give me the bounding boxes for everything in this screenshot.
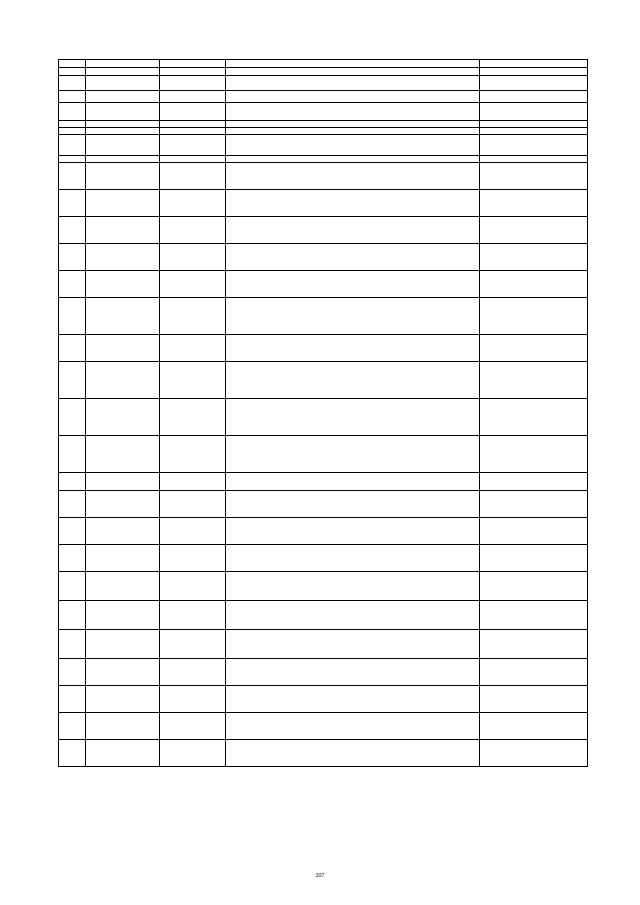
page-number: 207: [315, 873, 325, 879]
district-cell: [160, 518, 226, 545]
cadastral-value-cell: [480, 518, 588, 545]
cadastral-value-cell: [480, 217, 588, 244]
cadastral-value-cell: [480, 436, 588, 473]
cadastral-value-cell: [480, 244, 588, 271]
cadastral-table: [58, 59, 588, 767]
row-number-cell: [59, 659, 86, 686]
location-cell: [226, 545, 480, 572]
district-cell: [160, 244, 226, 271]
cadastral-value-cell: [480, 76, 588, 91]
district-cell: [160, 362, 226, 399]
cadastral-number-cell: [86, 135, 160, 156]
table-row: [59, 271, 588, 298]
district-cell: [160, 630, 226, 659]
row-number-cell: [59, 601, 86, 630]
district-cell: [160, 163, 226, 190]
row-number-cell: [59, 545, 86, 572]
district-cell: [160, 217, 226, 244]
header-location: [226, 60, 480, 68]
location-cell: [226, 713, 480, 740]
district-cell: [160, 103, 226, 121]
location-cell: [226, 91, 480, 103]
location-cell: [226, 76, 480, 91]
district-cell: [160, 128, 226, 135]
row-number-cell: [59, 135, 86, 156]
district-cell: [160, 491, 226, 518]
column-index-1: [59, 68, 86, 76]
row-number-cell: [59, 217, 86, 244]
location-cell: [226, 128, 480, 135]
row-number-cell: [59, 436, 86, 473]
row-number-cell: [59, 740, 86, 767]
row-number-cell: [59, 630, 86, 659]
cadastral-value-cell: [480, 121, 588, 128]
district-cell: [160, 436, 226, 473]
row-number-cell: [59, 686, 86, 713]
location-cell: [226, 491, 480, 518]
row-number-cell: [59, 190, 86, 217]
cadastral-number-cell: [86, 686, 160, 713]
district-cell: [160, 659, 226, 686]
table-row: [59, 362, 588, 399]
cadastral-value-cell: [480, 713, 588, 740]
location-cell: [226, 135, 480, 156]
location-cell: [226, 572, 480, 601]
cadastral-number-cell: [86, 298, 160, 335]
cadastral-number-cell: [86, 399, 160, 436]
table-row: [59, 473, 588, 491]
location-cell: [226, 362, 480, 399]
table-row: [59, 399, 588, 436]
cadastral-number-cell: [86, 217, 160, 244]
cadastral-value-cell: [480, 740, 588, 767]
header-cadastral-value: [480, 60, 588, 68]
cadastral-number-cell: [86, 601, 160, 630]
table-row: [59, 436, 588, 473]
table-row: [59, 190, 588, 217]
column-index-5: [480, 68, 588, 76]
cadastral-number-cell: [86, 121, 160, 128]
cadastral-number-cell: [86, 128, 160, 135]
table-row: [59, 335, 588, 362]
cadastral-number-cell: [86, 545, 160, 572]
row-number-cell: [59, 491, 86, 518]
row-number-cell: [59, 121, 86, 128]
district-cell: [160, 399, 226, 436]
district-cell: [160, 298, 226, 335]
cadastral-number-cell: [86, 713, 160, 740]
district-cell: [160, 686, 226, 713]
cadastral-value-cell: [480, 659, 588, 686]
row-number-cell: [59, 91, 86, 103]
row-number-cell: [59, 473, 86, 491]
cadastral-value-cell: [480, 271, 588, 298]
cadastral-value-cell: [480, 163, 588, 190]
row-number-cell: [59, 163, 86, 190]
location-cell: [226, 103, 480, 121]
district-cell: [160, 156, 226, 163]
location-cell: [226, 436, 480, 473]
table-row: [59, 572, 588, 601]
location-cell: [226, 518, 480, 545]
table-row: [59, 518, 588, 545]
column-index-4: [226, 68, 480, 76]
cadastral-number-cell: [86, 76, 160, 91]
table-row: [59, 135, 588, 156]
table-row: [59, 545, 588, 572]
row-number-cell: [59, 156, 86, 163]
cadastral-number-cell: [86, 740, 160, 767]
table-row: [59, 163, 588, 190]
cadastral-value-cell: [480, 572, 588, 601]
row-number-cell: [59, 518, 86, 545]
header-number: [59, 60, 86, 68]
column-index-row: [59, 68, 588, 76]
district-cell: [160, 601, 226, 630]
location-cell: [226, 271, 480, 298]
column-index-2: [86, 68, 160, 76]
location-cell: [226, 121, 480, 128]
table-row: [59, 659, 588, 686]
cadastral-number-cell: [86, 244, 160, 271]
location-cell: [226, 686, 480, 713]
district-cell: [160, 271, 226, 298]
cadastral-number-cell: [86, 91, 160, 103]
cadastral-number-cell: [86, 572, 160, 601]
cadastral-number-cell: [86, 271, 160, 298]
cadastral-value-cell: [480, 362, 588, 399]
cadastral-value-cell: [480, 91, 588, 103]
location-cell: [226, 217, 480, 244]
cadastral-value-cell: [480, 156, 588, 163]
location-cell: [226, 244, 480, 271]
cadastral-value-cell: [480, 298, 588, 335]
table-row: [59, 244, 588, 271]
cadastral-number-cell: [86, 473, 160, 491]
cadastral-value-cell: [480, 335, 588, 362]
table-row: [59, 713, 588, 740]
location-cell: [226, 659, 480, 686]
cadastral-number-cell: [86, 491, 160, 518]
location-cell: [226, 298, 480, 335]
header-cadastral-number: [86, 60, 160, 68]
table-row: [59, 156, 588, 163]
cadastral-value-cell: [480, 473, 588, 491]
district-cell: [160, 335, 226, 362]
row-number-cell: [59, 572, 86, 601]
cadastral-number-cell: [86, 156, 160, 163]
district-cell: [160, 190, 226, 217]
row-number-cell: [59, 362, 86, 399]
cadastral-value-cell: [480, 545, 588, 572]
location-cell: [226, 630, 480, 659]
district-cell: [160, 473, 226, 491]
district-cell: [160, 135, 226, 156]
table-row: [59, 601, 588, 630]
header-row: [59, 60, 588, 68]
row-number-cell: [59, 103, 86, 121]
row-number-cell: [59, 271, 86, 298]
cadastral-number-cell: [86, 103, 160, 121]
row-number-cell: [59, 298, 86, 335]
location-cell: [226, 190, 480, 217]
location-cell: [226, 740, 480, 767]
location-cell: [226, 399, 480, 436]
location-cell: [226, 163, 480, 190]
location-cell: [226, 335, 480, 362]
table-row: [59, 217, 588, 244]
location-cell: [226, 473, 480, 491]
row-number-cell: [59, 399, 86, 436]
district-cell: [160, 740, 226, 767]
row-number-cell: [59, 244, 86, 271]
cadastral-table-wrapper: [58, 59, 587, 767]
cadastral-number-cell: [86, 630, 160, 659]
district-cell: [160, 572, 226, 601]
row-number-cell: [59, 128, 86, 135]
header-district-name: [160, 60, 226, 68]
table-row: [59, 103, 588, 121]
location-cell: [226, 156, 480, 163]
cadastral-value-cell: [480, 135, 588, 156]
column-index-3: [160, 68, 226, 76]
table-row: [59, 91, 588, 103]
cadastral-value-cell: [480, 601, 588, 630]
district-cell: [160, 76, 226, 91]
table-row: [59, 740, 588, 767]
table-row: [59, 298, 588, 335]
row-number-cell: [59, 713, 86, 740]
table-row: [59, 76, 588, 91]
table-row: [59, 491, 588, 518]
cadastral-value-cell: [480, 103, 588, 121]
cadastral-number-cell: [86, 163, 160, 190]
district-cell: [160, 121, 226, 128]
cadastral-number-cell: [86, 659, 160, 686]
district-cell: [160, 713, 226, 740]
table-body: [59, 76, 588, 767]
cadastral-number-cell: [86, 190, 160, 217]
cadastral-value-cell: [480, 686, 588, 713]
district-cell: [160, 545, 226, 572]
cadastral-value-cell: [480, 630, 588, 659]
cadastral-number-cell: [86, 335, 160, 362]
cadastral-value-cell: [480, 399, 588, 436]
cadastral-number-cell: [86, 436, 160, 473]
row-number-cell: [59, 335, 86, 362]
cadastral-number-cell: [86, 518, 160, 545]
table-row: [59, 630, 588, 659]
table-row: [59, 128, 588, 135]
table-row: [59, 121, 588, 128]
cadastral-value-cell: [480, 491, 588, 518]
row-number-cell: [59, 76, 86, 91]
district-cell: [160, 91, 226, 103]
table-row: [59, 686, 588, 713]
cadastral-value-cell: [480, 190, 588, 217]
cadastral-number-cell: [86, 362, 160, 399]
cadastral-value-cell: [480, 128, 588, 135]
location-cell: [226, 601, 480, 630]
